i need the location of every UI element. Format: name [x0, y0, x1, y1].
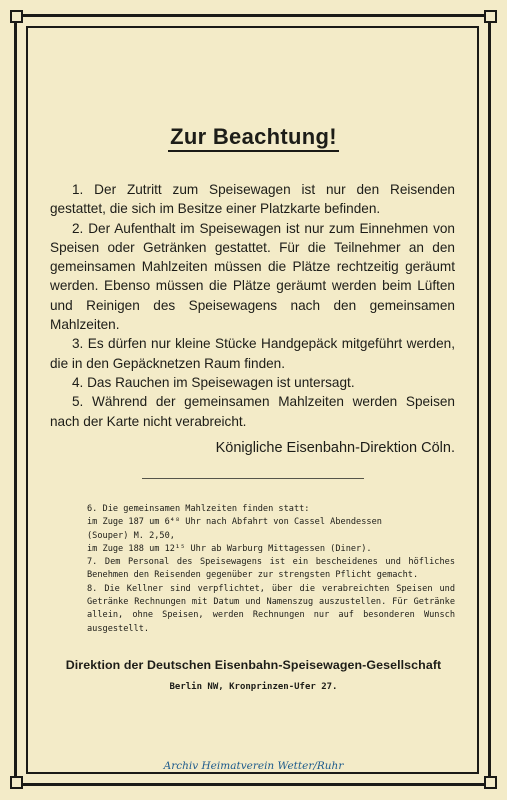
rule-item: 5. Während der gemeinsamen Mahlzeiten werden Speisen nach der Karte nicht verabreicht.	[50, 394, 455, 429]
rules-list	[50, 180, 455, 431]
page-title	[0, 124, 507, 150]
corner-ornament	[484, 10, 497, 23]
corner-ornament	[484, 776, 497, 789]
directorate-address: Berlin NW, Kronprinzen-Ufer 27.	[169, 682, 338, 692]
directorate-name: Direktion der Deutschen Eisenbahn-Speisewagen-Gesellschaft	[65, 658, 442, 672]
signature: Königliche Eisenbahn-Direktion Cöln.	[215, 440, 455, 456]
note-6-intro: 6. Die gemeinsamen Mahlzeiten finden statt:	[87, 504, 310, 514]
note-6-line: (Souper) M. 2,50,	[87, 530, 175, 541]
note-6-line: im Zuge 188 um 12¹⁵ Uhr ab Warburg Mittagessen (Diner).	[87, 543, 372, 554]
divider	[142, 478, 364, 479]
notes-block	[87, 503, 455, 636]
page-title-text: Zur Beachtung!	[168, 124, 339, 152]
corner-ornament	[10, 776, 23, 789]
corner-ornament	[10, 10, 23, 23]
rule-item: 4. Das Rauchen im Speisewagen ist untersagt.	[72, 374, 355, 390]
rule-item: 3. Es dürfen nur kleine Stücke Handgepäck mitgeführt werden, die in den Gepäcknetzen Raum finden.	[50, 336, 455, 371]
archive-stamp: Archiv Heimatverein Wetter/Ruhr	[163, 760, 344, 772]
note-7: 7. Dem Personal des Speisewagens ist ein bescheidenes und höfliches Benehmen den Reisenden gegenüber zur strengsten Pflicht gemacht.	[87, 557, 455, 581]
rule-item: 1. Der Zutritt zum Speisewagen ist nur den Reisenden gestattet, die sich im Besitze einer Platzkarte befinden.	[50, 182, 455, 217]
note-8: 8. Die Kellner sind verpflichtet, über die verabreichten Speisen und Getränke Rechnungen mit Datum und Namenszug auszustellen. Für Getränke allein, ohne Speisen, werden Rechnungen nur auf besonderen Wunsch ausgestellt.	[87, 583, 455, 634]
note-6-line: im Zuge 187 um 6⁴⁸ Uhr nach Abfahrt von Cassel Abendessen	[87, 517, 382, 528]
rule-item: 2. Der Aufenthalt im Speisewagen ist nur zum Einnehmen von Speisen oder Getränken gestattet. Für die Teilnehmer an den gemeinsamen Mahlzeiten müssen die Plätze rechtzeitig geräumt werden. Ebenso müssen die Plätze geräumt werden beim Lüften und Reinigen des Speisewagens nach den gemeinsamen Mahlzeiten.	[50, 220, 455, 333]
